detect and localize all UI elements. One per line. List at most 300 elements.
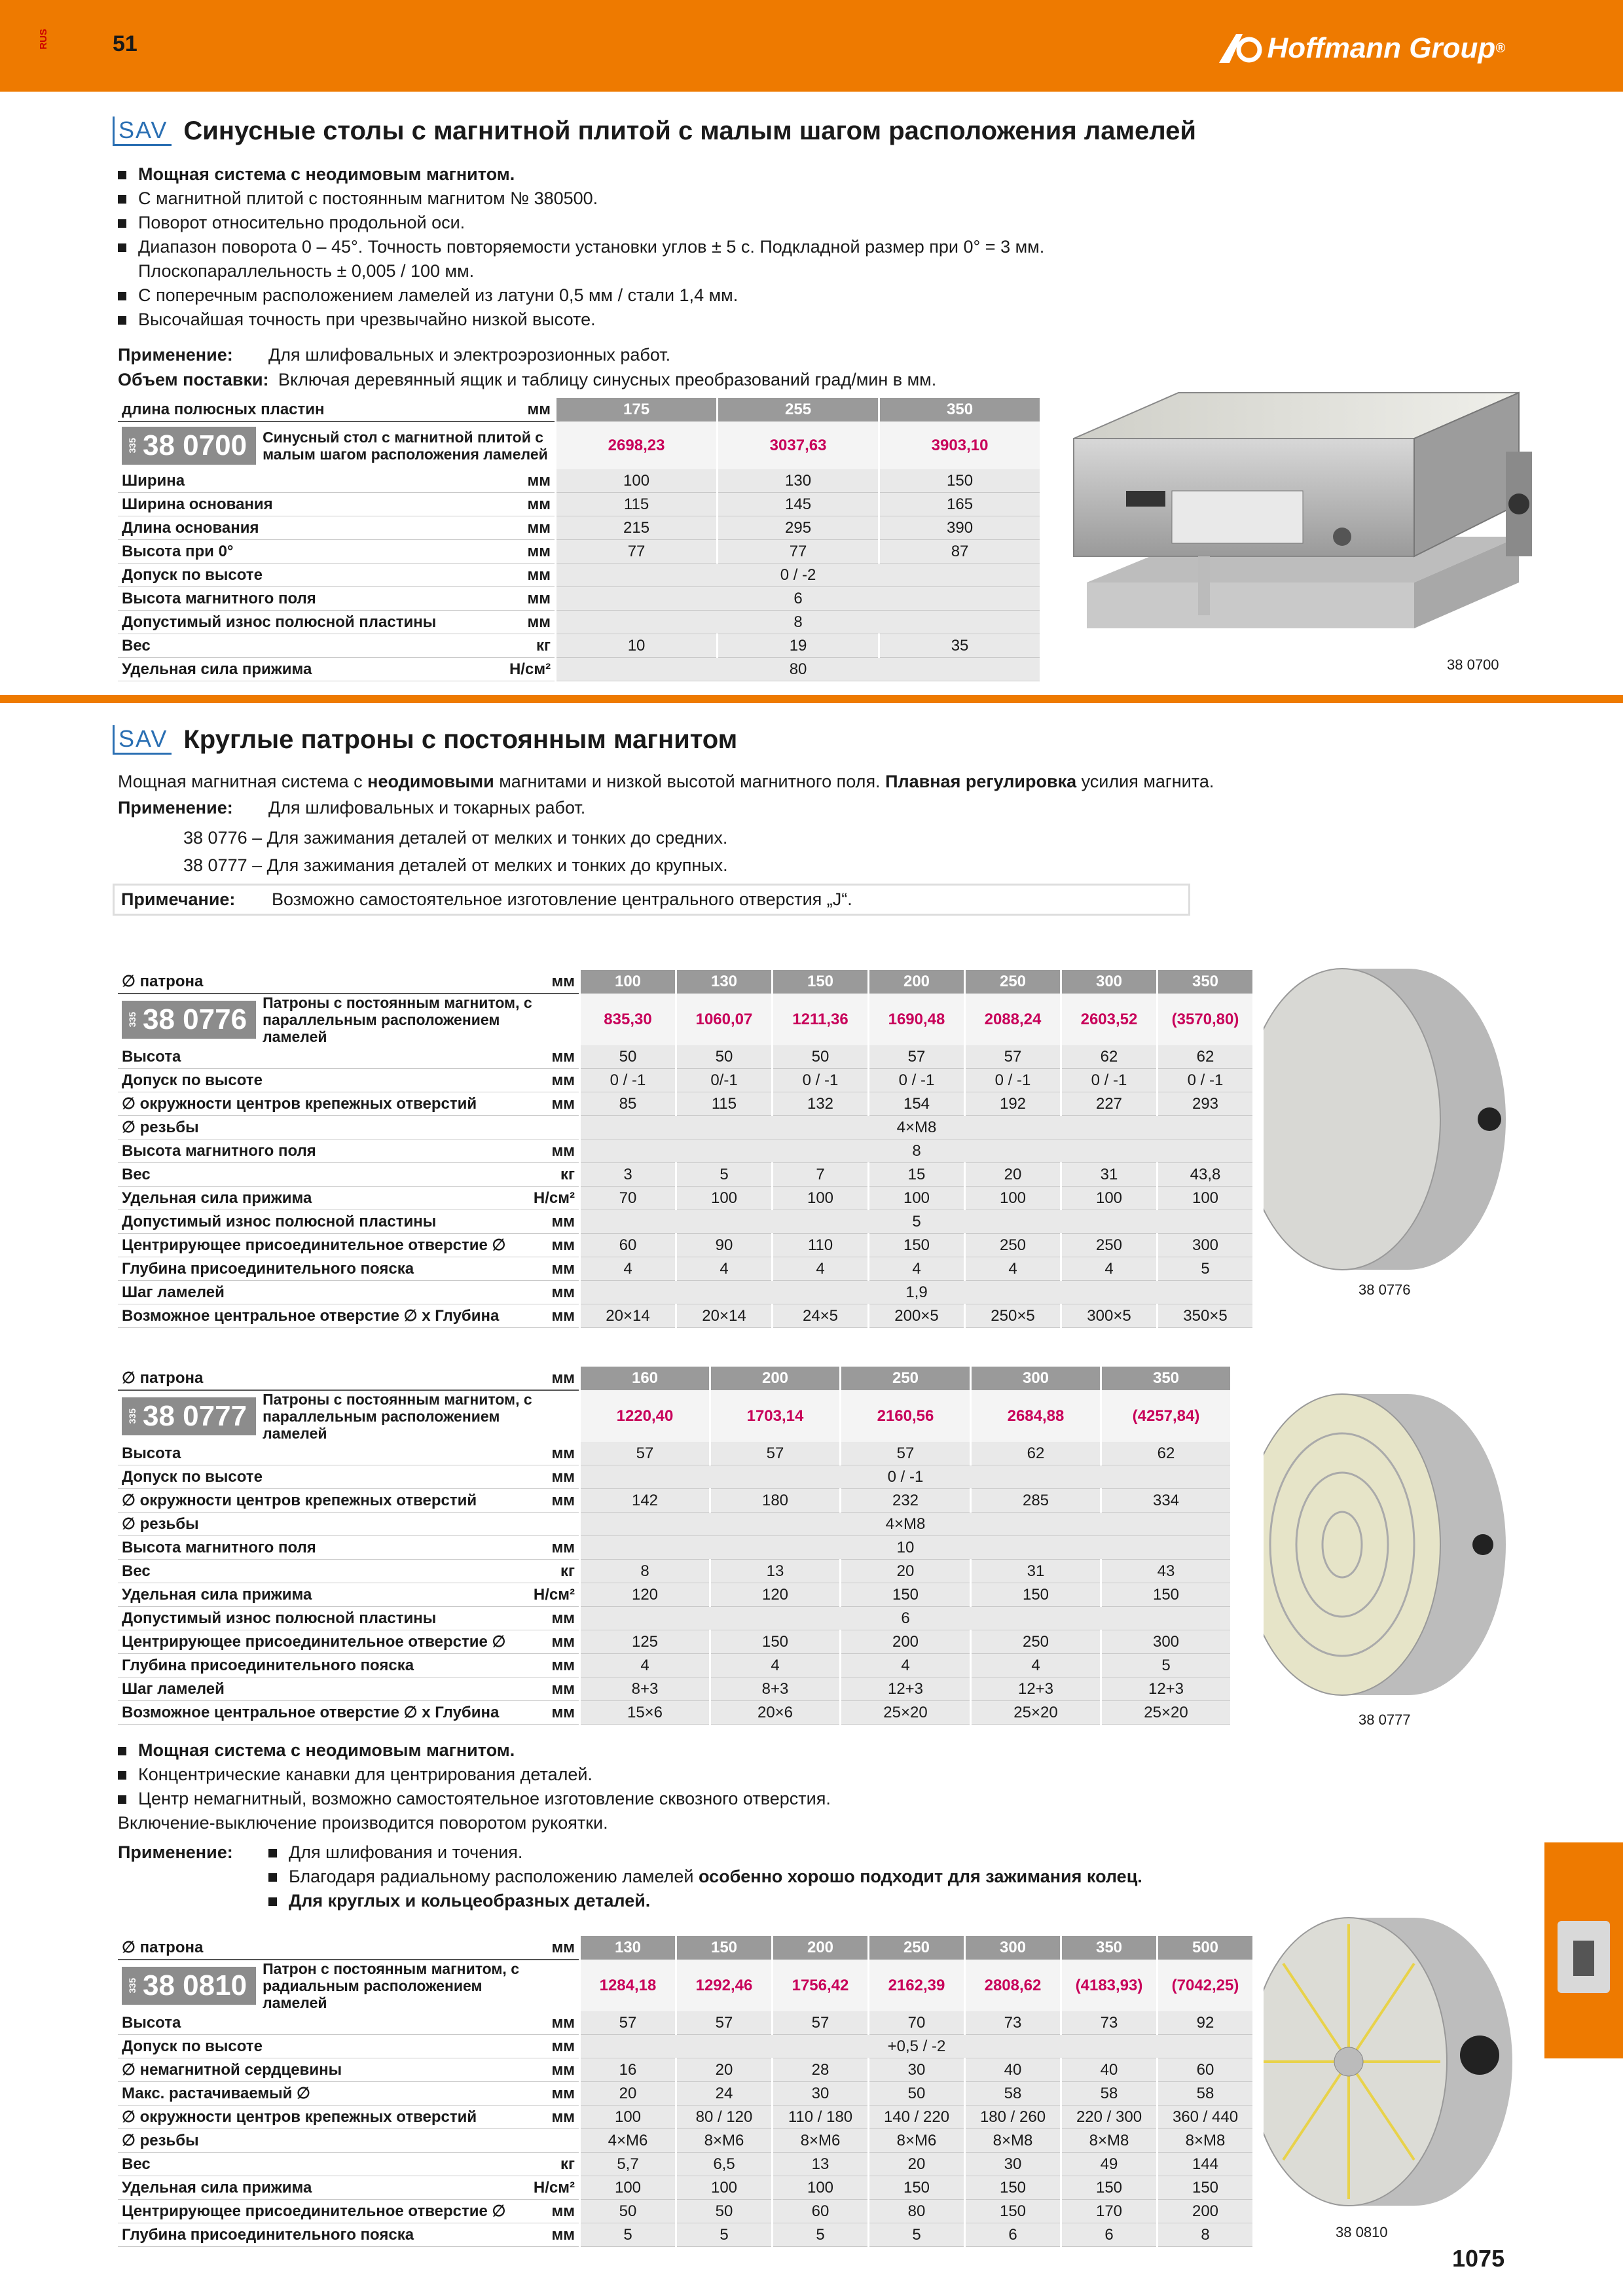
- spec-value: 8+3: [580, 1677, 710, 1701]
- spec-value: 0 / -1: [1061, 1069, 1158, 1092]
- table-row: [118, 611, 1040, 634]
- table-row: [118, 1560, 1230, 1583]
- spec-value: 215: [556, 516, 718, 540]
- table-row: [118, 1583, 1230, 1607]
- spec-name: Высота магнитного поля: [118, 587, 473, 611]
- image-caption: 38 0776: [1359, 1282, 1411, 1298]
- spec-value: 150: [869, 2176, 965, 2200]
- square-bullet-icon: [268, 1873, 277, 1882]
- table-row: [118, 1069, 1252, 1092]
- spec-value: 50: [773, 1045, 869, 1069]
- table-row: [118, 540, 1040, 564]
- spec-value: 24: [676, 2082, 773, 2106]
- spec-name: ∅ резьбы: [118, 1513, 519, 1536]
- spec-value: 90: [676, 1234, 773, 1257]
- spec-value: 8+3: [710, 1677, 841, 1701]
- price-value: 3037,63: [718, 422, 879, 469]
- spec-value: 3: [580, 1163, 676, 1187]
- spec-value: 50: [869, 2082, 965, 2106]
- size-column-header: 200: [710, 1367, 841, 1390]
- table-row: [118, 1489, 1230, 1513]
- spec-value: 16: [580, 2058, 676, 2082]
- spec-unit: мм: [473, 540, 555, 564]
- section1-bullets: [118, 162, 1231, 332]
- spec-unit: кг: [519, 2153, 580, 2176]
- bullet-continuation: Плоскопараллельность ± 0,005 / 100 мм.: [138, 261, 475, 281]
- bullet-item: Диапазон поворота 0 – 45°. Точность повторяемости установки углов ± 5 с. Подкладной размер при 0° = 3 мм.: [118, 235, 1231, 259]
- spec-unit: мм: [519, 1607, 580, 1630]
- class-code: 335: [127, 1978, 137, 1994]
- spec-value: 57: [841, 1442, 971, 1465]
- spec-value: 8×M6: [869, 2129, 965, 2153]
- spec-value: 293: [1158, 1092, 1253, 1116]
- spec-value: 20: [676, 2058, 773, 2082]
- spec-value: 4: [971, 1654, 1101, 1677]
- spec-unit: мм: [519, 1069, 580, 1092]
- spec-value: 62: [1158, 1045, 1253, 1069]
- spec-value: 100: [580, 2106, 676, 2129]
- spec-value: 57: [580, 2011, 676, 2035]
- spec-value: 132: [773, 1092, 869, 1116]
- size-column-header: 130: [676, 970, 773, 994]
- section-divider: [0, 695, 1623, 703]
- size-column-header: 160: [580, 1367, 710, 1390]
- spec-value: 6: [580, 1607, 1231, 1630]
- spec-value: 85: [580, 1092, 676, 1116]
- section2-title-text: Круглые патроны с постоянным магнитом: [183, 725, 738, 754]
- article-box: [122, 1960, 575, 2011]
- spec-name: Высота при 0°: [118, 540, 473, 564]
- spec-value: 192: [965, 1092, 1061, 1116]
- table-row: [118, 1116, 1252, 1139]
- spec-value: 4: [965, 1257, 1061, 1281]
- spec-value: 4: [676, 1257, 773, 1281]
- spec-unit: мм: [519, 1677, 580, 1701]
- article-cell: [118, 1390, 580, 1442]
- article-row: [118, 994, 1252, 1045]
- spec-value: 5: [869, 2223, 965, 2247]
- spec-value: 20: [869, 2153, 965, 2176]
- section2-title: [113, 725, 737, 755]
- spec-value: 200×5: [869, 1304, 965, 1328]
- spec-value: 20×6: [710, 1701, 841, 1725]
- spec-value: 43: [1101, 1560, 1231, 1583]
- spec-value: 57: [710, 1442, 841, 1465]
- spec-value: 6: [556, 587, 1040, 611]
- spec-value: 300×5: [1061, 1304, 1158, 1328]
- spec-name: Вес: [118, 634, 473, 658]
- spec-value: 300: [1101, 1630, 1231, 1654]
- spec-value: 4×M8: [580, 1116, 1253, 1139]
- price-value: (4183,93): [1061, 1960, 1158, 2011]
- hoffmann-logo: [1216, 30, 1505, 67]
- article-description: Патроны с постоянным магнитом, с параллельным расположением ламелей: [263, 994, 532, 1045]
- plain-line: Включение-выключение производится поворотом рукоятки.: [118, 1813, 608, 1833]
- sav-brand-logo: SAV: [113, 725, 172, 755]
- spec-value: 115: [556, 493, 718, 516]
- price-value: 2698,23: [556, 422, 718, 469]
- class-code: 335: [127, 1408, 137, 1424]
- table-row: [118, 2176, 1252, 2200]
- table-row: [118, 1442, 1230, 1465]
- square-bullet-icon: [118, 1795, 126, 1804]
- spec-unit: Н/см²: [519, 2176, 580, 2200]
- spec-unit: [519, 1116, 580, 1139]
- section3-application: Применение: Для шлифования и точения. Благодаря радиальному расположению ламелей особенно хорошо подходит для зажимания колец. Для круглых и кольцеобразных деталей.: [118, 1842, 1142, 1910]
- spec-name: ∅ резьбы: [118, 1116, 519, 1139]
- article-row: [118, 1960, 1252, 2011]
- table-38-0777: [118, 1367, 1230, 1725]
- size-column-header: 255: [718, 398, 879, 422]
- spec-value: 4: [580, 1654, 710, 1677]
- price-value: 1220,40: [580, 1390, 710, 1442]
- size-column-header: 100: [580, 970, 676, 994]
- spec-unit: мм: [519, 1701, 580, 1725]
- spec-value: 100: [580, 2176, 676, 2200]
- page-number-top: 51: [113, 31, 137, 56]
- spec-value: 200: [841, 1630, 971, 1654]
- article-cell: [118, 994, 580, 1045]
- size-column-header: 350: [879, 398, 1040, 422]
- spec-value: 100: [676, 2176, 773, 2200]
- spec-value: 20×14: [676, 1304, 773, 1328]
- spec-value: 62: [1061, 1045, 1158, 1069]
- spec-unit: мм: [519, 1257, 580, 1281]
- price-value: 3903,10: [879, 422, 1040, 469]
- logo-text: Hoffmann Group: [1267, 32, 1496, 64]
- header-unit: мм: [519, 970, 580, 994]
- article-description: Синусный стол с магнитной плитой с малым шагом расположения ламелей: [263, 429, 548, 463]
- spec-value: 285: [971, 1489, 1101, 1513]
- spec-name: Допуск по высоте: [118, 1069, 519, 1092]
- spec-value: 77: [556, 540, 718, 564]
- spec-value: 4: [841, 1654, 971, 1677]
- spec-value: 250×5: [965, 1304, 1061, 1328]
- table-row: [118, 1654, 1230, 1677]
- spec-unit: мм: [519, 1304, 580, 1328]
- spec-name: Ширина: [118, 469, 473, 493]
- spec-value: 20: [580, 2082, 676, 2106]
- table-row: [118, 587, 1040, 611]
- section1-title-text: Синусные столы с магнитной плитой с малым шагом расположения ламелей: [183, 117, 1197, 145]
- article-description: Патроны с постоянным магнитом, с параллельным расположением ламелей: [263, 1391, 532, 1442]
- spec-value: 0/-1: [676, 1069, 773, 1092]
- bullet-item: Мощная система с неодимовым магнитом.: [118, 162, 1231, 187]
- size-column-header: 300: [1061, 970, 1158, 994]
- spec-value: 250: [971, 1630, 1101, 1654]
- article-cell: [118, 1960, 580, 2011]
- spec-value: 25×20: [841, 1701, 971, 1725]
- spec-unit: мм: [473, 516, 555, 540]
- spec-value: 8: [580, 1560, 710, 1583]
- spec-unit: кг: [519, 1560, 580, 1583]
- spec-value: 5,7: [580, 2153, 676, 2176]
- table-row: [118, 1045, 1252, 1069]
- spec-name: Высота магнитного поля: [118, 1139, 519, 1163]
- size-column-header: 300: [965, 1936, 1061, 1960]
- bullet-item: Центр немагнитный, возможно самостоятельное изготовление сквозного отверстия.: [118, 1787, 1231, 1811]
- chapter-tab: [1544, 1842, 1623, 2058]
- spec-name: Удельная сила прижима: [118, 1187, 519, 1210]
- article-row: [118, 422, 1040, 469]
- spec-value: 28: [773, 2058, 869, 2082]
- spec-value: 57: [676, 2011, 773, 2035]
- spec-value: 100: [1158, 1187, 1253, 1210]
- spec-name: Ширина основания: [118, 493, 473, 516]
- spec-value: 57: [773, 2011, 869, 2035]
- table-row: [118, 2082, 1252, 2106]
- spec-value: 50: [676, 2200, 773, 2223]
- spec-value: 0 / -2: [556, 564, 1040, 587]
- spec-value: 142: [580, 1489, 710, 1513]
- spec-value: 250: [1061, 1234, 1158, 1257]
- spec-name: Допустимый износ полюсной пластины: [118, 1210, 519, 1234]
- square-bullet-icon: [118, 243, 126, 252]
- size-column-header: 250: [841, 1367, 971, 1390]
- spec-value: 40: [965, 2058, 1061, 2082]
- table-header-row: [118, 1936, 1252, 1960]
- spec-value: 0 / -1: [580, 1069, 676, 1092]
- spec-name: ∅ резьбы: [118, 2129, 519, 2153]
- spec-unit: кг: [473, 634, 555, 658]
- spec-value: 150: [1158, 2176, 1253, 2200]
- spec-name: Высота: [118, 1442, 519, 1465]
- spec-value: 57: [869, 1045, 965, 1069]
- square-bullet-icon: [118, 171, 126, 179]
- spec-value: 12+3: [841, 1677, 971, 1701]
- spec-value: 30: [965, 2153, 1061, 2176]
- spec-name: Допустимый износ полюсной пластины: [118, 1607, 519, 1630]
- header-unit: мм: [519, 1367, 580, 1390]
- spec-name: Высота магнитного поля: [118, 1536, 519, 1560]
- article-number: [122, 1001, 256, 1039]
- spec-value: 60: [580, 1234, 676, 1257]
- price-value: (3570,80): [1158, 994, 1253, 1045]
- spec-value: 0 / -1: [1158, 1069, 1253, 1092]
- header-label: ∅ патрона: [118, 1367, 519, 1390]
- spec-name: Возможное центральное отверстие ∅ x Глубина: [118, 1701, 519, 1725]
- table-row: [118, 2035, 1252, 2058]
- spec-value: 100: [965, 1187, 1061, 1210]
- spec-value: 8×M8: [965, 2129, 1061, 2153]
- spec-value: 150: [965, 2200, 1061, 2223]
- square-bullet-icon: [118, 292, 126, 300]
- spec-value: 20×14: [580, 1304, 676, 1328]
- square-bullet-icon: [268, 1897, 277, 1906]
- spec-name: ∅ немагнитной сердцевины: [118, 2058, 519, 2082]
- spec-value: 334: [1101, 1489, 1231, 1513]
- spec-unit: мм: [473, 564, 555, 587]
- spec-value: 5: [580, 2223, 676, 2247]
- spec-unit: мм: [473, 587, 555, 611]
- section2-sub1: 38 0776 – Для зажимания деталей от мелких и тонких до средних.: [183, 828, 728, 848]
- spec-value: 150: [710, 1630, 841, 1654]
- spec-name: Длина основания: [118, 516, 473, 540]
- article-box: [122, 994, 575, 1045]
- hoffmann-logo-icon: [1216, 30, 1262, 67]
- spec-value: 62: [971, 1442, 1101, 1465]
- article-description: Патрон с постоянным магнитом, с радиальным расположением ламелей: [263, 1960, 520, 2011]
- spec-unit: кг: [519, 1163, 580, 1187]
- spec-unit: мм: [519, 2011, 580, 2035]
- spec-value: 120: [710, 1583, 841, 1607]
- table-header-row: [118, 970, 1252, 994]
- header-label: длина полюсных пластин: [118, 398, 473, 422]
- price-value: 2684,88: [971, 1390, 1101, 1442]
- header-label: ∅ патрона: [118, 970, 519, 994]
- spec-value: 5: [580, 1210, 1253, 1234]
- spec-unit: [519, 1513, 580, 1536]
- spec-value: 4: [710, 1654, 841, 1677]
- size-column-header: 350: [1061, 1936, 1158, 1960]
- spec-value: 31: [1061, 1163, 1158, 1187]
- spec-value: 350×5: [1158, 1304, 1253, 1328]
- spec-value: 10: [580, 1536, 1231, 1560]
- spec-value: 10: [556, 634, 718, 658]
- spec-value: 6: [1061, 2223, 1158, 2247]
- price-value: 1690,48: [869, 994, 965, 1045]
- section3-bullets: [118, 1738, 1231, 1835]
- spec-value: 130: [718, 469, 879, 493]
- logo-mark: ®: [1495, 41, 1505, 56]
- price-value: 1284,18: [580, 1960, 676, 2011]
- spec-value: 8: [556, 611, 1040, 634]
- spec-value: 13: [710, 1560, 841, 1583]
- article-row: [118, 1390, 1230, 1442]
- spec-value: 7: [773, 1163, 869, 1187]
- spec-value: 70: [580, 1187, 676, 1210]
- spec-value: 227: [1061, 1092, 1158, 1116]
- sine-table-image: [1048, 386, 1545, 668]
- table-row: [118, 516, 1040, 540]
- spec-value: 5: [676, 2223, 773, 2247]
- header-unit: мм: [473, 398, 555, 422]
- spec-value: 150: [869, 1234, 965, 1257]
- spec-name: Допуск по высоте: [118, 2035, 519, 2058]
- article-number-text: 38 0776: [143, 1003, 247, 1035]
- table-row: [118, 1677, 1230, 1701]
- table-header-row: [118, 1367, 1230, 1390]
- table-row: [118, 1536, 1230, 1560]
- spec-value: 80: [869, 2200, 965, 2223]
- spec-value: 4: [580, 1257, 676, 1281]
- spec-name: Вес: [118, 2153, 519, 2176]
- spec-unit: [519, 2129, 580, 2153]
- size-column-header: 350: [1158, 970, 1253, 994]
- spec-unit: мм: [519, 1045, 580, 1069]
- price-value: 1292,46: [676, 1960, 773, 2011]
- size-column-header: 500: [1158, 1936, 1253, 1960]
- spec-value: 5: [1101, 1654, 1231, 1677]
- spec-value: 140 / 220: [869, 2106, 965, 2129]
- spec-name: Центрирующее присоединительное отверстие ∅: [118, 1630, 519, 1654]
- spec-value: 70: [869, 2011, 965, 2035]
- spec-value: 150: [971, 1583, 1101, 1607]
- spec-value: 5: [676, 1163, 773, 1187]
- spec-value: 58: [965, 2082, 1061, 2106]
- spec-name: Возможное центральное отверстие ∅ x Глубина: [118, 1304, 519, 1328]
- table-row: [118, 1092, 1252, 1116]
- spec-value: 8×M8: [1158, 2129, 1253, 2153]
- table-row: [118, 658, 1040, 681]
- spec-name: Вес: [118, 1163, 519, 1187]
- size-column-header: 130: [580, 1936, 676, 1960]
- spec-unit: мм: [473, 469, 555, 493]
- spec-value: 20: [965, 1163, 1061, 1187]
- section1-scope: Объем поставки: Включая деревянный ящик и таблицу синусных преобразований град/мин в мм.: [118, 370, 937, 389]
- sav-brand-logo: SAV: [113, 117, 172, 146]
- spec-value: 58: [1061, 2082, 1158, 2106]
- price-value: 2160,56: [841, 1390, 971, 1442]
- section2-sub2: 38 0777 – Для зажимания деталей от мелких и тонких до крупных.: [183, 855, 728, 875]
- spec-name: Допуск по высоте: [118, 564, 473, 587]
- magnet-chuck-tab-icon: [1544, 1842, 1623, 2058]
- size-column-header: 300: [971, 1367, 1101, 1390]
- spec-value: 4: [869, 1257, 965, 1281]
- spec-value: 120: [580, 1583, 710, 1607]
- size-column-header: 250: [869, 1936, 965, 1960]
- spec-value: 6: [965, 2223, 1061, 2247]
- spec-value: +0,5 / -2: [580, 2035, 1253, 2058]
- table-row: [118, 1630, 1230, 1654]
- spec-value: 50: [580, 2200, 676, 2223]
- size-column-header: 175: [556, 398, 718, 422]
- spec-value: 20: [841, 1560, 971, 1583]
- table-row: [118, 2223, 1252, 2247]
- spec-name: Центрирующее присоединительное отверстие ∅: [118, 1234, 519, 1257]
- table-row: [118, 1281, 1252, 1304]
- spec-value: 165: [879, 493, 1040, 516]
- spec-name: ∅ окружности центров крепежных отверстий: [118, 1489, 519, 1513]
- spec-name: ∅ окружности центров крепежных отверстий: [118, 2106, 519, 2129]
- spec-name: Глубина присоединительного пояска: [118, 1654, 519, 1677]
- price-value: 1211,36: [773, 994, 869, 1045]
- spec-name: Шаг ламелей: [118, 1281, 519, 1304]
- size-column-header: 200: [773, 1936, 869, 1960]
- spec-value: 4: [773, 1257, 869, 1281]
- spec-value: 60: [773, 2200, 869, 2223]
- spec-unit: мм: [519, 2106, 580, 2129]
- spec-value: 200: [1158, 2200, 1253, 2223]
- class-code: 335: [127, 438, 137, 454]
- language-code: RUS: [38, 29, 49, 50]
- spec-name: Глубина присоединительного пояска: [118, 2223, 519, 2247]
- section2-application: Применение: Для шлифовальных и токарных работ.: [118, 798, 586, 817]
- table-row: [118, 564, 1040, 587]
- spec-value: 49: [1061, 2153, 1158, 2176]
- size-column-header: 150: [676, 1936, 773, 1960]
- table-row: [118, 1187, 1252, 1210]
- article-number-text: 38 0777: [143, 1400, 247, 1432]
- spec-value: 180: [710, 1489, 841, 1513]
- price-value: 1703,14: [710, 1390, 841, 1442]
- table-row: [118, 2106, 1252, 2129]
- spec-unit: мм: [519, 2058, 580, 2082]
- spec-value: 100: [773, 1187, 869, 1210]
- spec-value: 57: [580, 1442, 710, 1465]
- section1-application: Применение: Для шлифовальных и электроэрозионных работ.: [118, 345, 671, 365]
- square-bullet-icon: [268, 1849, 277, 1857]
- spec-name: Удельная сила прижима: [118, 2176, 519, 2200]
- price-value: 2808,62: [965, 1960, 1061, 2011]
- table-38-0776: [118, 970, 1252, 1328]
- price-value: 2162,39: [869, 1960, 965, 2011]
- radial-chuck-0810-image: [1264, 1905, 1525, 2219]
- spec-value: 77: [718, 540, 879, 564]
- spec-unit: мм: [519, 1489, 580, 1513]
- size-column-header: 350: [1101, 1367, 1231, 1390]
- article-number: [122, 427, 256, 465]
